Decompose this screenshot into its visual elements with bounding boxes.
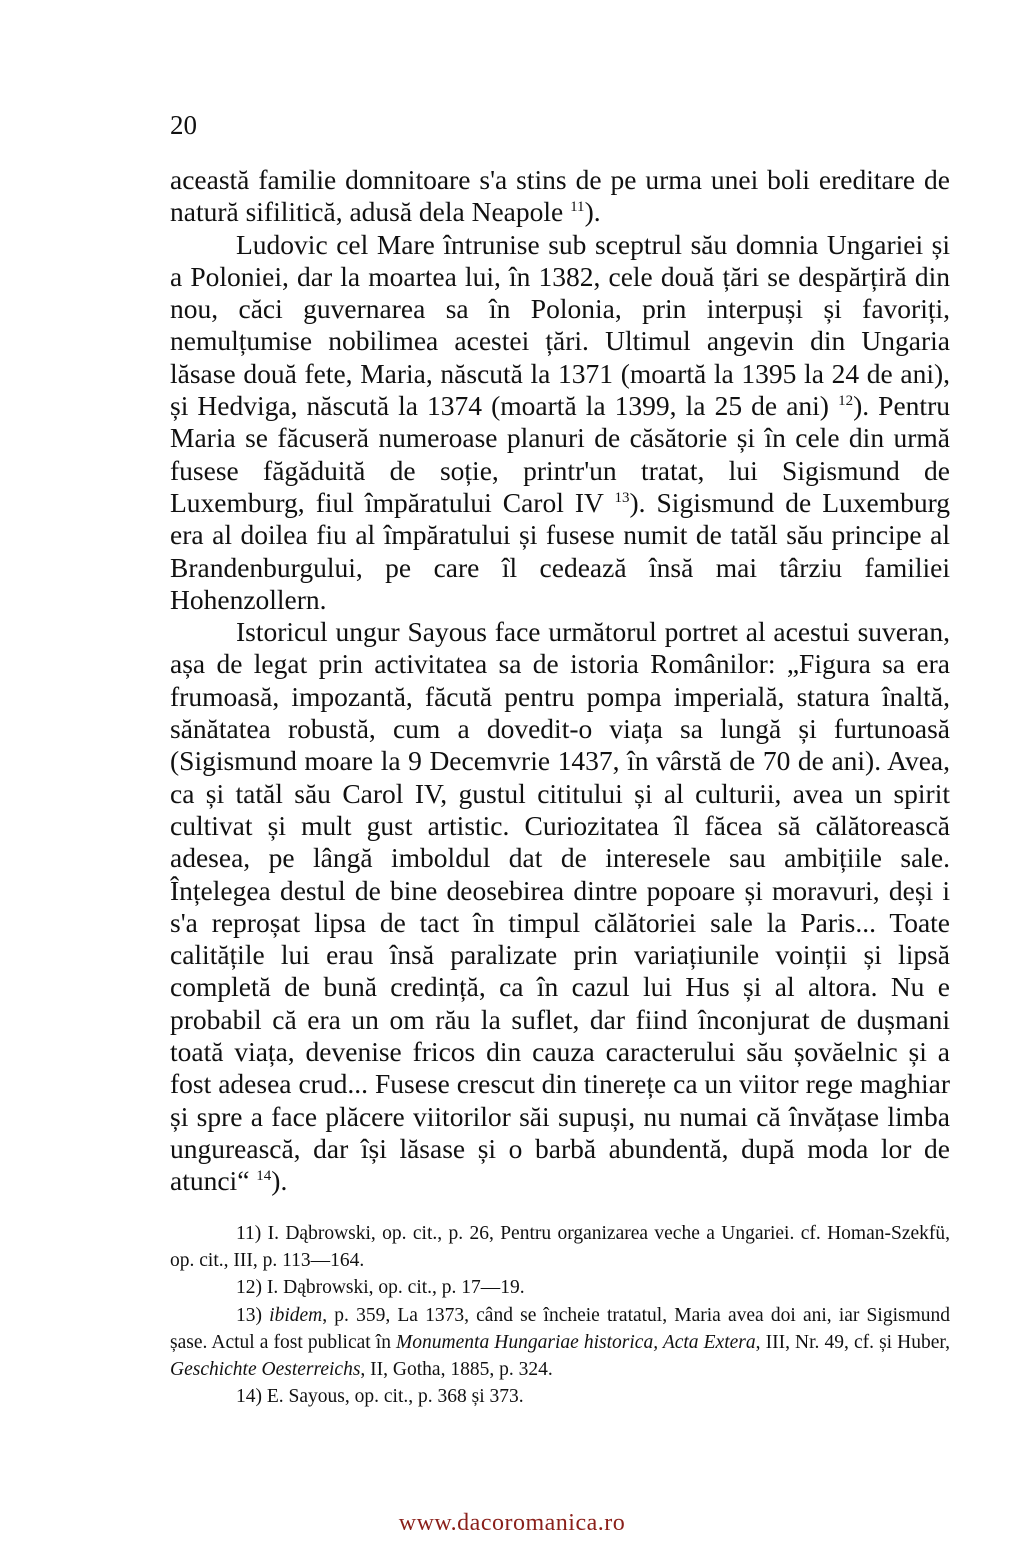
paragraph-1-tail: ).: [584, 196, 601, 228]
footnote-13: [170, 1302, 950, 1384]
paragraph-2: [170, 229, 950, 617]
body-text: [170, 164, 950, 1198]
footnote-13-ibidem: ibidem: [269, 1304, 323, 1326]
paragraph-2-part2: ). Pentru Maria se făcuseră numeroase planuri de căsătorie și în cele din urmă fusese făgăduită de soție, printr'un tratat, lui Sigismund de Luxemburg, fiul împăratului Carol IV: [170, 390, 950, 518]
footnote-13-title-1: Monumenta Hungariae historica, Acta Extera: [396, 1331, 756, 1353]
paragraph-2-part1: Ludovic cel Mare întrunise sub sceptrul său domnia Ungariei și a Poloniei, dar la moartea lui, în 1382, cele două țări se despărțiră din nou, căci guvernarea sa în Polonia, prin interpuși și favoriți, nemulțumise nobilimea acestei țări. Ultimul angevin din Ungaria lăsase două fete, Maria, născută la 1371 (moartă la 1395 la 24 de ani), și Hedviga, născută la 1374 (moartă la 1399, la 25 de ani): [170, 228, 950, 422]
watermark-link[interactable]: www.dacoromanica.ro: [398, 1510, 626, 1536]
footnote-ref-14[interactable]: 14: [256, 1168, 272, 1185]
footnote-13-text-1: , p. 359, La 1373, când se încheie tratatul, Maria avea doi ani, iar Sigismund șase. Actul a fost publicat în: [170, 1304, 950, 1353]
footnote-13-title-2: Geschichte Oesterreichs: [170, 1359, 361, 1381]
footnote-ref-11[interactable]: 11: [570, 199, 585, 216]
paragraph-1: [170, 164, 950, 229]
footnote-11: 11) I. Dąbrowski, op. cit., p. 26, Pentru organizarea veche a Ungariei. cf. Homan-Szekfü, op. cit., III, p. 113—164.: [170, 1223, 950, 1272]
footnote-13-text-3: , II, Gotha, 1885, p. 324.: [360, 1359, 553, 1381]
footnote-13-text-2: , III, Nr. 49, cf. și Huber,: [755, 1331, 951, 1353]
paragraph-2-part3: ). Sigismund de Luxemburg era al doilea fiu al împăratului și fusese numit de tatăl său principe al Brandenburgului, pe care îl cedează însă mai târziu familiei Hohenzollern.: [170, 486, 950, 615]
paragraph-1-text: această familie domnitoare s'a stins de pe urma unei boli ereditare de natură sifilitică, adusă dela Neapole: [170, 164, 950, 228]
paragraph-3-text: Istoricul ungur Sayous face următorul portret al acestui suveran, așa de legat prin activitatea sa de istoria Românilor: „Figura sa era frumoasă, impozantă, făcută pentru pompa imperială, statura înaltă, sănătatea robustă, cum a dovedit-o viața sa lungă și furtunoasă (Sigismund moare la 9 Decemvrie 1437, în vârstă de 70 de ani). Avea, ca și tatăl său Carol IV, gustul cititului și al culturii, avea un spirit cultivat și mult gust artistic. Curiozitatea îl făcea să călătorească adesea, pe lângă imboldul dat de interesele sau ambițiile sale. Înțelegea destul de bine deosebirea dintre popoare și moravuri, deși i s'a reproșat lipsa de tact în timpul călătoriei sale la Paris... Toate calitățile lui erau însă paralizate prin variațiunile voinții și lipsă completă de bună credință, ca în cazul lui Hus și al altora. Nu e probabil că era un om rău la suflet, dar fiind înconjurat de dușmani toată viața, devenise fricos din cauza caracterului său șovăelnic și a fost adesea crud... Fusese crescut din tinerețe ca un viitor rege maghiar și spre a face plăcere viitorilor săi supuși, nu numai că învățase limba ungurească, dar își lăsase și o barbă abundentă, după moda lor de atunci“: [170, 616, 950, 1197]
paragraph-3-tail: ).: [271, 1165, 288, 1197]
footnote-14: 14) E. Sayous, op. cit., p. 368 și 373.: [236, 1386, 524, 1408]
footnotes: [170, 1220, 950, 1410]
footnote-ref-13[interactable]: 13: [614, 489, 630, 506]
footnote-13-number: 13): [236, 1304, 270, 1326]
page-number: 20: [170, 110, 197, 140]
paragraph-3: [170, 616, 950, 1197]
footnote-ref-12[interactable]: 12: [838, 392, 854, 409]
footnote-12: 12) I. Dąbrowski, op. cit., p. 17—19.: [236, 1277, 525, 1299]
